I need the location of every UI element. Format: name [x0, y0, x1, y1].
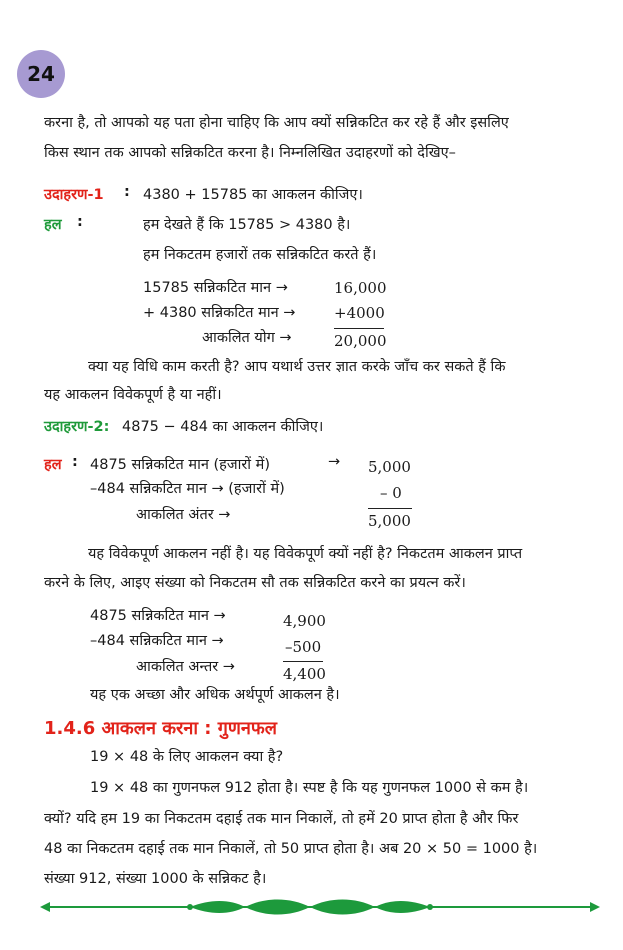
- section-question: 19 × 48 के लिए आकलन क्या है?: [90, 749, 284, 765]
- example2-row3-value: 5,000: [368, 508, 412, 530]
- example1-colon: :: [124, 184, 130, 200]
- example1-line-1: हम देखते हैं कि 15785 > 4380 है।: [143, 217, 351, 233]
- example2-solution-label: हल: [44, 457, 62, 473]
- example1-solution-label: हल: [44, 217, 62, 233]
- section-heading: 1.4.6 आकलन करना : गुणनफल: [44, 718, 277, 739]
- example1-row1-label: 15785 सन्निकटित मान →: [143, 280, 288, 296]
- example1-row1-value: 16,000: [334, 279, 387, 297]
- example2-question: 4875 − 484 का आकलन कीजिए।: [122, 419, 324, 435]
- example1-check-line-1: क्या यह विधि काम करती है? आप यथार्थ उत्तर ज्ञात करके जाँच कर सकते हैं कि: [88, 359, 506, 375]
- example2-row2-label: –484 सन्निकटित मान → (हजारों में): [90, 481, 285, 497]
- section-line-2: क्यों? यदि हम 19 का निकटतम दहाई तक मान निकालें, तो हमें 20 प्राप्त होता है और फिर: [44, 811, 519, 827]
- example2-conclusion: यह एक अच्छा और अधिक अर्थपूर्ण आकलन है।: [90, 687, 340, 703]
- example2-para-line-2: करने के लिए, आइए संख्या को निकटतम सौ तक सन्निकटित करने का प्रयत्न करें।: [44, 575, 466, 591]
- example2-label: उदाहरण-2:: [44, 419, 110, 435]
- example2-row3-label: आकलित अंतर →: [136, 507, 231, 523]
- example1-row2-value: +4000: [334, 304, 385, 322]
- example1-row3-label: आकलित योग →: [202, 330, 292, 346]
- example2-para-line-1: यह विवेकपूर्ण आकलन नहीं है। यह विवेकपूर्ण क्यों नहीं है? निकटतम आकलन प्राप्त: [88, 546, 523, 562]
- intro-line-1: करना है, तो आपको यह पता होना चाहिए कि आप क्यों सन्निकटित कर रहे हैं और इसलिए: [44, 115, 509, 131]
- example2-row2-value: – 0: [380, 484, 402, 502]
- intro-line-2: किस स्थान तक आपको सन्निकटित करना है। निम्नलिखित उदाहरणों को देखिए–: [44, 145, 456, 161]
- section-line-4: संख्या 912, संख्या 1000 के सन्निकट है।: [44, 871, 267, 887]
- example1-row3-value: 20,000: [334, 328, 384, 350]
- example1-label: उदाहरण-1: [44, 187, 104, 203]
- example1-question: 4380 + 15785 का आकलन कीजिए।: [143, 187, 363, 203]
- example2-r2-value: –500: [285, 638, 322, 656]
- section-line-3: 48 का निकटतम दहाई तक मान निकालें, तो 50 प्राप्त होता है। अब 20 × 50 = 1000 है।: [44, 841, 538, 857]
- page-number: 24: [17, 50, 65, 98]
- example1-row2-label: + 4380 सन्निकटित मान →: [143, 305, 296, 321]
- example1-check-line-2: यह आकलन विवेकपूर्ण है या नहीं।: [44, 387, 222, 403]
- example2-row1-arrow: →: [328, 454, 341, 470]
- section-line-1: 19 × 48 का गुणनफल 912 होता है। स्पष्ट है कि यह गुणनफल 1000 से कम है।: [90, 780, 529, 796]
- example2-row1-value: 5,000: [368, 458, 411, 476]
- example2-r1-value: 4,900: [283, 612, 326, 630]
- example2-solution-colon: :: [72, 454, 78, 470]
- example1-solution-colon: :: [77, 214, 83, 230]
- ornament-divider: [40, 896, 600, 918]
- example2-r3-label: आकलित अन्तर →: [136, 659, 235, 675]
- example2-r1-label: 4875 सन्निकटित मान →: [90, 608, 226, 624]
- example2-r3-value: 4,400: [283, 661, 323, 683]
- example1-line-2: हम निकटतम हजारों तक सन्निकटित करते हैं।: [143, 247, 377, 263]
- example2-r2-label: –484 सन्निकटित मान →: [90, 633, 224, 649]
- example2-row1-label: 4875 सन्निकटित मान (हजारों में): [90, 457, 270, 473]
